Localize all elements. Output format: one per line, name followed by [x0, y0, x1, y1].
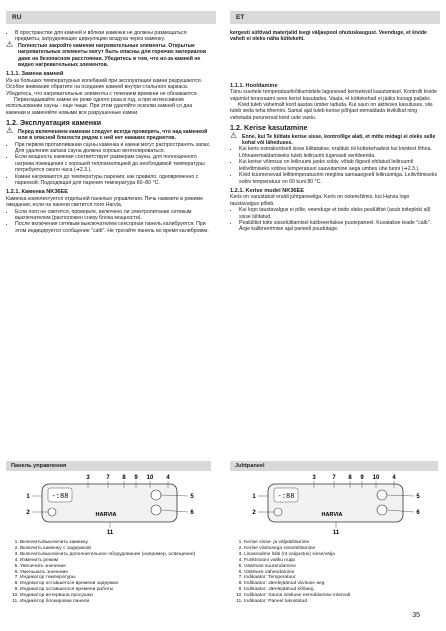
legend-item: 4. Funktsiooni valiku nupp — [244, 558, 438, 564]
list-item: • После включения сетевым выключателем сенсорная панель калибруется. При этом индицируется сообщение "calb". Не трогайте панель во время калибровки. — [15, 221, 211, 234]
legend-item: 9. Индикатор оставшегося времени работы — [20, 587, 211, 593]
svg-text:8: 8 — [122, 475, 126, 481]
list-item: • Kui kerise võimsus on leiliruumi jaoks sobiv, võtab õigesti ehitatud leiliruumil leilivõtmiseks sobiva temperatuuri saavutamine aega umbes ühe tunni (➔2.3.). — [239, 159, 438, 172]
svg-text:8: 8 — [348, 475, 352, 481]
legend-item: 10. Индикатор интервала просушки — [20, 593, 211, 599]
et-panel-title: Juhtpaneel — [230, 461, 438, 471]
legend-item: 11. Indikaator: Paneel lukustatud — [244, 599, 438, 605]
svg-text:5: 5 — [190, 494, 194, 500]
svg-text:7: 7 — [332, 475, 336, 481]
language-header-et: ET — [230, 11, 440, 24]
ru-warning-elements: ⚠ Полностью закройте каменки нагревательные элементы. Открытые нагревательные элементы могут быть опасны для горючих материалов даже на безопасном расстоянии. Убедитесь в том, что из-за камней не видно нагревательных элементов. — [6, 43, 211, 69]
list-item: • Камни нагреваются до температуры парения, как правило, одновременно с парилкой. Подходящая для парения температура 60–80 °C. — [15, 174, 211, 187]
et-sec111-title: 1.1.1. Hooldamine — [230, 82, 278, 89]
legend-item: 2. Включить каменку с задержкой — [20, 546, 211, 552]
svg-text:10: 10 — [372, 475, 380, 481]
legend-item: 9. Indikaator: Järelejäänud kõõaeg — [244, 587, 438, 593]
legend-item: 4. Изменить режим — [20, 558, 211, 564]
et-intro: kergesti süttivad materjalid isegi väljaspool ohutuskaugust. Veenduge, et kivide vahelt ei oleks näha küttekehi. — [230, 30, 427, 43]
list-item: • Kivid kuumenevad leilitemperatuurini reeglina samaaegselt leiliruumiga. Leilivõtmiseks sobiv temperatuur on 60 kuni 80 °C. — [239, 172, 438, 185]
svg-text:6: 6 — [416, 510, 420, 516]
svg-text:3: 3 — [86, 475, 90, 481]
ru-panel-legend — [6, 540, 211, 605]
ru-column — [6, 30, 211, 234]
svg-text:2: 2 — [252, 510, 256, 516]
ru-control-panel-diagram — [10, 472, 209, 538]
svg-text:-:88: -:88 — [51, 493, 69, 501]
ru-sec111-title: 1.1.1. Замена камней — [6, 71, 64, 78]
legend-item: 5. Увеличить значение — [20, 564, 211, 570]
et-sec12-title: 1.2. Kerise kasutamine — [230, 123, 308, 133]
page-number: 35 — [412, 612, 420, 619]
list-item: • Kui keris esmakordselt sisse lülitatakse, eraldub nii küttekehadest kui kividest lõhna. Lõhnaeemaldamiseks tuleb leiliruumi tugevasti ventileerida. — [239, 146, 438, 159]
legend-item: 7. Indikaator: Temperatuur — [244, 575, 438, 581]
list-item: • При первом протапливании сауны каменка и камни могут распространять запах. Для удаления запаха сауна должна хорошо вентилироваться. — [15, 142, 211, 155]
et-panel-legend — [230, 540, 438, 605]
svg-text:1: 1 — [26, 494, 30, 500]
legend-item: 5. Väärtuse suurendamine — [244, 564, 438, 570]
svg-text:11: 11 — [106, 530, 114, 536]
svg-text:4: 4 — [392, 475, 396, 481]
et-column — [230, 30, 438, 233]
ru-sec12-list — [6, 142, 211, 187]
et-control-panel-diagram — [236, 472, 435, 538]
svg-text:10: 10 — [146, 475, 154, 481]
svg-text:-:88: -:88 — [277, 493, 295, 501]
svg-text:11: 11 — [332, 530, 340, 536]
legend-item: 8. Indikaator: Järelejäänud viivituse aeg — [244, 581, 438, 587]
svg-text:9: 9 — [360, 475, 364, 481]
legend-item: 8. Индикатор оставшегося времени задержки — [20, 581, 211, 587]
ru-sec111-text: Из-за больших температурных колебаний при эксплуатации камни разрушаются. Особое внимание обратите на оседание камней внутри стального каркаса. Убедитесь, что нагревательные элементы с течением времени не обнажаются. — [6, 77, 203, 97]
ru-sec121-text: Каменка комплектуется отдельной панелью управления. Печь нажмите в режиме ожидания, если на панели светится лого Harvia. — [6, 195, 203, 209]
list-item: • Если лого не светится, проверьте, включено ли электропитание сетевым выключателем (расположен снизу блока мощности). — [15, 209, 211, 222]
ru-sec111-text2: Перекладывайте камни не реже одного раза в год, а при интенсивном использовании сауны - еще чаще. При этом удаляйте осколки камней со дна каменки и заменяйте новыми все разрушенные камни. — [6, 97, 193, 116]
svg-text:4: 4 — [166, 475, 170, 481]
ru-intro-list — [6, 30, 211, 43]
legend-item: 2. Kerise viivitusega sisselülitamine — [244, 546, 438, 552]
svg-text:HARVIA: HARVIA — [321, 512, 343, 518]
legend-item: 3. Lisaseadme lüliti (nt valgustus) sisse/välja — [244, 552, 438, 558]
et-sec121-text: Keris on varustatud eraldi juhtpaneeliga. Keris on ooterežiimis, kui Harvia logo taustavalgus põleb. — [230, 194, 410, 207]
svg-text:2: 2 — [26, 510, 30, 516]
legend-item: 1. Kerise sisse- ja väljalülitamine — [244, 540, 438, 546]
legend-item: 6. Уменьшить значение — [20, 570, 211, 576]
legend-item: 7. Индикатор температуры — [20, 575, 211, 581]
list-item: • Pealülitist toite sisselülitamisel kalibreeritakse puutepaneel. Kuvatakse teade "calb". Ärge kalibreerimise ajal paneeli puudutage. — [239, 220, 438, 233]
legend-item: 11. Индикатор блокировки панели — [20, 599, 211, 605]
svg-text:5: 5 — [416, 494, 420, 500]
svg-text:9: 9 — [134, 475, 138, 481]
ru-sec121-list — [6, 209, 211, 235]
et-sec121-title: 1.2.1. Kerise mudel NK36EE — [230, 187, 304, 194]
et-sec12-list — [230, 146, 438, 184]
et-sec12-warning: ⚠ Enne, kui Te lülitate kerise sisse, kontrollige alati, et mitte midagi ei oleks selle kohal või läheduses. — [230, 134, 438, 147]
list-item: • В пространстве для камней и вблизи каменки не должны размещаться предметы, затрудняющие циркуляцию воздуха через каменку. — [15, 30, 211, 43]
ru-sec12-title: 1.2. Эксплуатация каменки — [6, 118, 102, 128]
et-sec111-text2: Kivid tuleb vähemalt kord aastas ümber laduda. Kui saun on aktiivses kasutuses, siis tuleb seda teha tihemini. Samal ajal tuleb kerise põhjast eemaldada kivikillud ning vahetada purunenud kivid uute vastu. — [230, 102, 433, 121]
ru-sec121-title: 1.2.1. Каменка NK36EE — [6, 189, 68, 196]
et-sec111-text: Tänu suurtele temperatuurikõikumistele lagunevad kerisekivid kasutamisel. Kontrolli kivide vajumist terasraami sees kerist kasutades. Vaata, et küttekehad ei jääks kunagi paljaks. — [230, 89, 438, 102]
svg-text:HARVIA: HARVIA — [95, 512, 117, 518]
svg-text:1: 1 — [252, 494, 256, 500]
ru-panel-title: Панель управления — [6, 461, 211, 471]
et-sec121-list — [230, 207, 438, 233]
list-item: • Если мощность каменки соответствует размерам сауны, для полноценного нагрева помещения с хорошей теплоизоляцией до необходимой температуры потребуется около часа (➔2.3.). — [15, 154, 211, 173]
ru-sec12-warning: ⚠ Перед включением каменки следует всегда проверять, что над каменкой или в опасной близости рядом с ней нет никаких предметов. — [6, 129, 211, 142]
svg-text:3: 3 — [312, 475, 316, 481]
legend-item: 6. Väärtuse vähendamine — [244, 570, 438, 576]
legend-item: 3. Включить/выключить дополнительное оборудование (например, освещение) — [20, 552, 211, 558]
list-item: • Kui logo taustavalgus ei põle, veenduge et toide oleks pealülitist (asub toiteploki all) sisse lülitatud. — [239, 207, 438, 220]
legend-item: 1. Включить/выключить каменку. — [20, 540, 211, 546]
legend-item: 10. Indikaator: Sauna niiskuse eemaldamise intervall — [244, 593, 438, 599]
svg-text:6: 6 — [190, 510, 194, 516]
language-header-ru: RU — [6, 11, 216, 24]
svg-text:7: 7 — [106, 475, 110, 481]
